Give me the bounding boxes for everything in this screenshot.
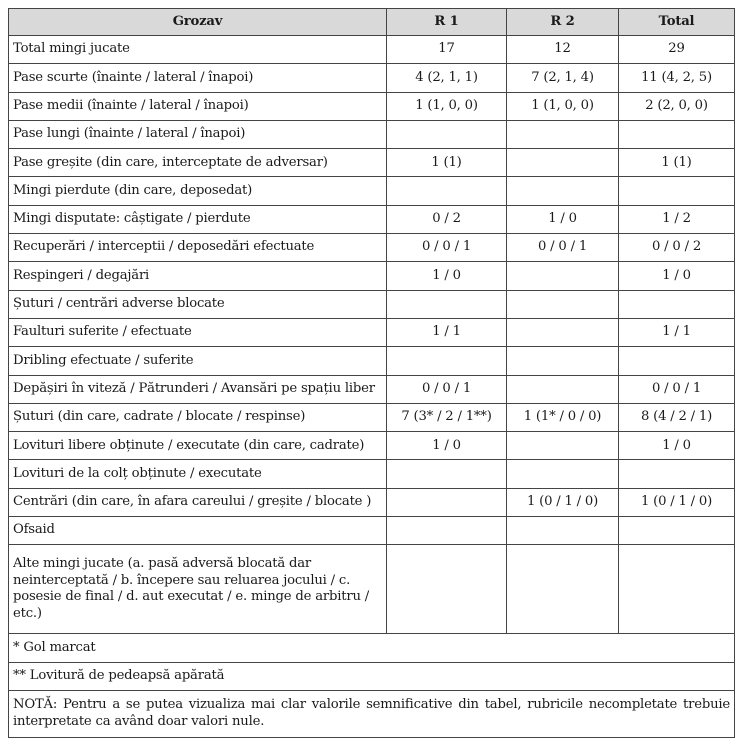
- cell-total: 1 (0 / 1 / 0): [619, 488, 735, 516]
- cell-r2: [507, 375, 619, 403]
- table-row: [9, 347, 735, 375]
- header-r2: R 2: [507, 9, 619, 36]
- table-row: [9, 36, 735, 64]
- cell-total: [619, 177, 735, 205]
- table-row: [9, 318, 735, 346]
- table-row: [9, 517, 735, 545]
- row-label: Mingi disputate: câștigate / pierdute: [9, 205, 387, 233]
- cell-r2: 0 / 0 / 1: [507, 234, 619, 262]
- cell-total: [619, 460, 735, 488]
- row-label: Dribling efectuate / suferite: [9, 347, 387, 375]
- cell-total: 0 / 0 / 2: [619, 234, 735, 262]
- row-label: Lovituri libere obținute / executate (din care, cadrate): [9, 432, 387, 460]
- cell-r2: [507, 347, 619, 375]
- cell-r2: [507, 545, 619, 634]
- cell-r1: [387, 347, 507, 375]
- cell-r2: 1 / 0: [507, 205, 619, 233]
- row-label: Lovituri de la colț obținute / executate: [9, 460, 387, 488]
- cell-r2: [507, 262, 619, 290]
- cell-r2: 1 (1* / 0 / 0): [507, 403, 619, 431]
- table-row: [9, 488, 735, 516]
- cell-total: 0 / 0 / 1: [619, 375, 735, 403]
- footnote-goal: * Gol marcat: [9, 634, 735, 662]
- cell-r1: 1 (1): [387, 149, 507, 177]
- cell-r2: [507, 460, 619, 488]
- row-label: Pase scurte (înainte / lateral / înapoi): [9, 64, 387, 92]
- cell-r1: [387, 290, 507, 318]
- cell-r2: 1 (1, 0, 0): [507, 92, 619, 120]
- footnote-note: NOTĂ: Pentru a se putea vizualiza mai clar valorile semnificative din tabel, rubricile necompletate trebuie interpretate ca având doar valori nule.: [9, 690, 735, 737]
- row-label: Respingeri / degajări: [9, 262, 387, 290]
- cell-r1: 1 (1, 0, 0): [387, 92, 507, 120]
- cell-r2: [507, 177, 619, 205]
- cell-r2: [507, 432, 619, 460]
- stats-sheet: [8, 8, 735, 738]
- cell-r1: 4 (2, 1, 1): [387, 64, 507, 92]
- cell-r2: [507, 290, 619, 318]
- row-label: Recuperări / interceptii / deposedări efectuate: [9, 234, 387, 262]
- table-row: [9, 205, 735, 233]
- cell-total: 8 (4 / 2 / 1): [619, 403, 735, 431]
- cell-total: 1 (1): [619, 149, 735, 177]
- table-row: [9, 149, 735, 177]
- cell-r2: [507, 149, 619, 177]
- table-row: [9, 64, 735, 92]
- row-label: Total mingi jucate: [9, 36, 387, 64]
- cell-total: [619, 545, 735, 634]
- row-label: Centrări (din care, în afara careului / greșite / blocate ): [9, 488, 387, 516]
- row-label: Pase greșite (din care, interceptate de adversar): [9, 149, 387, 177]
- footnote-penalty: ** Lovitură de pedeapsă apărată: [9, 662, 735, 690]
- cell-r1: 17: [387, 36, 507, 64]
- row-label: Faulturi suferite / efectuate: [9, 318, 387, 346]
- row-label: Mingi pierdute (din care, deposedat): [9, 177, 387, 205]
- table-row: [9, 403, 735, 431]
- row-label: Alte mingi jucate (a. pasă adversă blocată dar neinterceptată / b. începere sau reluarea jocului / c. posesie de final / d. aut executat / e. minge de arbitru / etc.): [9, 545, 387, 634]
- cell-total: 1 / 2: [619, 205, 735, 233]
- cell-r1: 0 / 0 / 1: [387, 234, 507, 262]
- table-row: [9, 290, 735, 318]
- table-row: [9, 375, 735, 403]
- cell-total: 1 / 0: [619, 432, 735, 460]
- cell-total: 1 / 0: [619, 262, 735, 290]
- cell-r1: 0 / 2: [387, 205, 507, 233]
- cell-total: [619, 347, 735, 375]
- footnote-row: [9, 634, 735, 662]
- row-label: Șuturi (din care, cadrate / blocate / respinse): [9, 403, 387, 431]
- table-row: [9, 262, 735, 290]
- cell-total: [619, 517, 735, 545]
- cell-r1: [387, 517, 507, 545]
- row-label: Ofsaid: [9, 517, 387, 545]
- row-label: Pase lungi (înainte / lateral / înapoi): [9, 120, 387, 148]
- footnote-row: [9, 690, 735, 737]
- stats-body: [9, 36, 735, 738]
- table-row: [9, 234, 735, 262]
- row-label: Pase medii (înainte / lateral / înapoi): [9, 92, 387, 120]
- cell-total: [619, 120, 735, 148]
- table-row: [9, 120, 735, 148]
- row-label: Depășiri în viteză / Pătrunderi / Avansări pe spațiu liber: [9, 375, 387, 403]
- header-row: [9, 9, 735, 36]
- row-label: Șuturi / centrări adverse blocate: [9, 290, 387, 318]
- cell-r2: 12: [507, 36, 619, 64]
- cell-r1: 1 / 0: [387, 432, 507, 460]
- cell-total: 1 / 1: [619, 318, 735, 346]
- player-stats-table: [8, 8, 735, 738]
- cell-r1: 7 (3* / 2 / 1**): [387, 403, 507, 431]
- cell-r1: [387, 120, 507, 148]
- cell-total: [619, 290, 735, 318]
- cell-r1: [387, 545, 507, 634]
- cell-r2: [507, 517, 619, 545]
- table-row: [9, 432, 735, 460]
- header-r1: R 1: [387, 9, 507, 36]
- cell-r1: [387, 177, 507, 205]
- cell-r1: [387, 488, 507, 516]
- cell-r2: 1 (0 / 1 / 0): [507, 488, 619, 516]
- table-row: [9, 92, 735, 120]
- header-total: Total: [619, 9, 735, 36]
- cell-r1: 1 / 0: [387, 262, 507, 290]
- header-player: Grozav: [9, 9, 387, 36]
- cell-r2: [507, 120, 619, 148]
- cell-r1: 1 / 1: [387, 318, 507, 346]
- table-row: [9, 177, 735, 205]
- table-row: [9, 460, 735, 488]
- table-row-other: [9, 545, 735, 634]
- cell-r2: 7 (2, 1, 4): [507, 64, 619, 92]
- cell-total: 11 (4, 2, 5): [619, 64, 735, 92]
- cell-total: 2 (2, 0, 0): [619, 92, 735, 120]
- cell-total: 29: [619, 36, 735, 64]
- cell-r1: 0 / 0 / 1: [387, 375, 507, 403]
- cell-r1: [387, 460, 507, 488]
- footnote-row: [9, 662, 735, 690]
- cell-r2: [507, 318, 619, 346]
